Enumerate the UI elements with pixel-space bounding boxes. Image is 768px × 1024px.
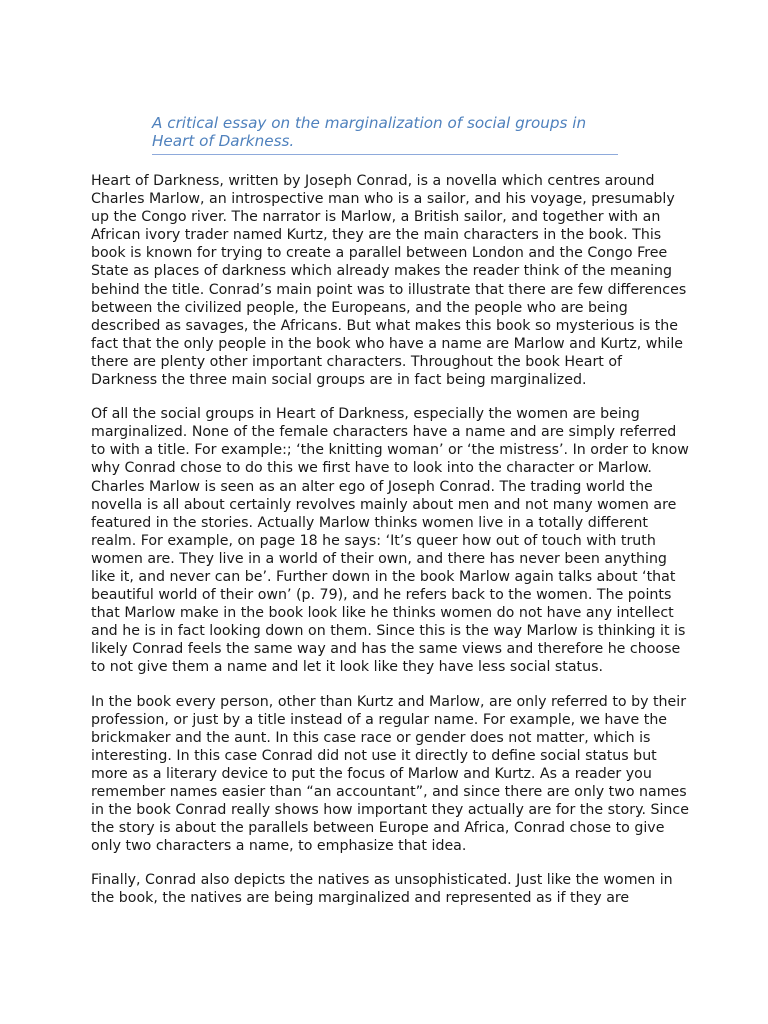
title-block <box>152 114 618 155</box>
paragraph-natives: Finally, Conrad also depicts the natives as unsophisticated. Just like the women in the book, the natives are being marginalized and represented as if they are <box>91 872 673 907</box>
essay-body <box>91 172 691 924</box>
title-underline <box>152 154 618 155</box>
paragraph-names: In the book every person, other than Kurtz and Marlow, are only referred to by their profession, or just by a title instead of a regular name. For example, we have the brickmaker and the aunt. In this case race or gender does not matter, which is interesting. In this case Conrad did not use it directly to define social status but more as a literary device to put the focus of Marlow and Kurtz. As a reader you remember names easier than “an accountant”, and since there are only two names in the book Conrad really shows how important they actually are for the story. Since the story is about the parallels between Europe and Africa, Conrad chose to give only two characters a name, to emphasize that idea. <box>91 693 689 855</box>
essay-title: A critical essay on the marginalization of social groups in Heart of Darkness. <box>152 114 587 150</box>
paragraph-intro: Heart of Darkness, written by Joseph Conrad, is a novella which centres around Charles Marlow, an introspective man who is a sailor, and his voyage, presumably up the Congo river. The narrator is Marlow, a British sailor, and together with an African ivory trader named Kurtz, they are the main characters in the book. This book is known for trying to create a parallel between London and the Congo Free State as places of darkness which already makes the reader think of the meaning behind the title. Conrad’s main point was to illustrate that there are few differences between the civilized people, the Europeans, and the people who are being described as savages, the Africans. But what makes this book so mysterious is the fact that the only people in the book who have a name are Marlow and Kurtz, while there are plenty other important characters. Throughout the book Heart of Darkness the three main social groups are in fact being marginalized. <box>91 173 687 389</box>
paragraph-women: Of all the social groups in Heart of Darkness, especially the women are being marginalized. None of the female characters have a name and are simply referred to with a title. For example:; ‘the knitting woman’ or ‘the mistress’. In order to know why Conrad chose to do this we first have to look into the character or Marlow. Charles Marlow is seen as an alter ego of Joseph Conrad. The trading world the novella is all about certainly revolves mainly about men and not many women are featured in the stories. Actually Marlow thinks women live in a totally different realm. For example, on page 18 he says: ‘It’s queer how out of touch with truth women are. They live in a world of their own, and there has never been anything like it, and never can be’. Further down in the book Marlow again talks about ‘that beautiful world of their own’ (p. 79), and he refers back to the women. The points that Marlow make in the book look like he thinks women do not have any intellect and he is in fact looking down on them. Since this is the way Marlow is thinking it is likely Conrad feels the same way and has the same views and therefore he choose to not give them a name and let it look like they have less social status. <box>91 406 689 676</box>
